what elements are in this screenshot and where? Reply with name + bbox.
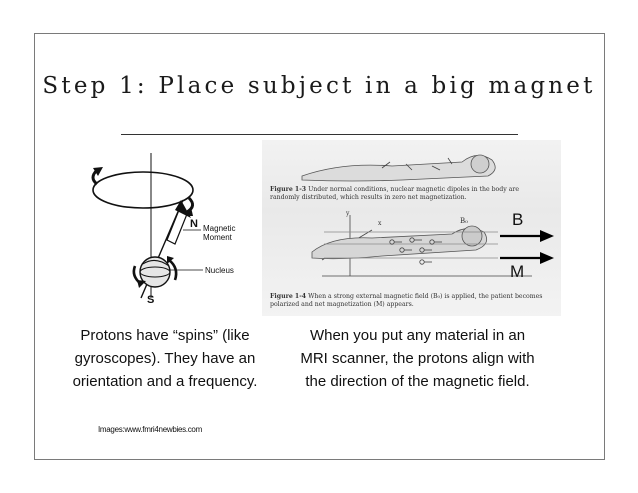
figure-1-4-caption — [270, 293, 552, 308]
nucleus-label: Nucleus — [205, 266, 234, 275]
moment-arrow-shaft — [167, 210, 187, 244]
patient-top-silhouette — [302, 155, 495, 181]
patient-top-head — [471, 155, 489, 173]
b-arrowhead — [540, 230, 554, 242]
figure-1-4-number: Figure 1-4 — [270, 293, 307, 300]
magnetic-moment-label: Magnetic Moment — [203, 224, 236, 242]
proton-spin-figure — [83, 148, 243, 313]
patient-bottom-head — [462, 226, 482, 246]
figure-1-3-caption — [270, 186, 550, 201]
spin-arrowhead-left — [137, 280, 146, 288]
north-pole-label: N — [190, 218, 198, 230]
left-body-text: Protons have “spins” (like gyroscopes). They have an orientation and a frequency. — [72, 327, 258, 390]
m-magnetization-label: M — [510, 262, 525, 281]
b-field-label: B — [512, 210, 524, 229]
precession-ellipse — [93, 172, 193, 208]
axis-y-label: y — [346, 210, 350, 217]
patient-bottom-silhouette — [312, 228, 487, 258]
axis-x-label: x — [378, 220, 382, 227]
m-arrowhead — [540, 252, 554, 264]
slide-title: Step 1: Place subject in a big magnet — [42, 73, 596, 99]
field-b0-label: B₀ — [460, 217, 468, 225]
south-pole-label: S — [147, 294, 155, 306]
image-credit: Images:www.fmri4newbies.com — [98, 425, 202, 434]
figure-1-3-text: Under normal conditions, nuclear magnetic dipoles in the body are randomly distributed, which results in zero net magnetization. — [270, 186, 520, 201]
right-body-text: When you put any material in an MRI scanner, the protons align with the direction of the magnetic field. — [300, 327, 535, 390]
mri-patient-figure — [262, 140, 561, 316]
title-divider — [121, 134, 518, 135]
figure-1-4-text: When a strong external magnetic field (B₀) is applied, the patient becomes polarized and net magnetization (M) appears. — [270, 293, 543, 308]
figure-1-3-number: Figure 1-3 — [270, 186, 307, 193]
